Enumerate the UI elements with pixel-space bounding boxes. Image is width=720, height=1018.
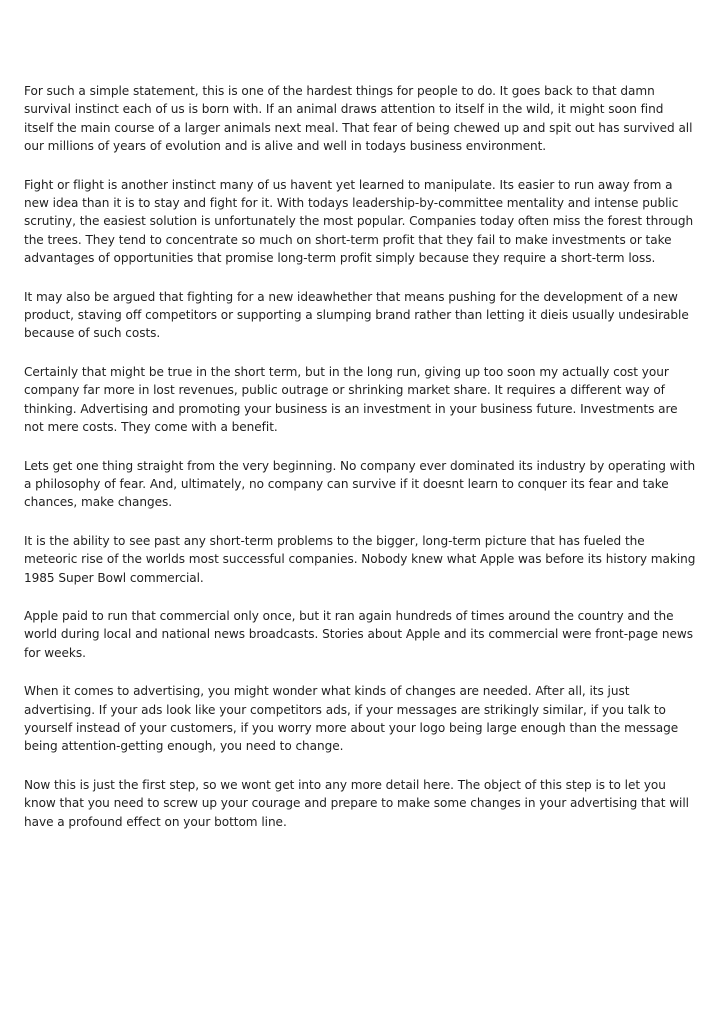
paragraph-2: Fight or flight is another instinct many of us havent yet learned to manipulate. Its easier to run away from a new idea than it is to stay and fight for it. With todays leadership-by-committee mentality and intense public scrutiny, the easiest solution is unfortunately the most popular. Companies today often miss the forest through the trees. They tend to concentrate so much on short-term profit that they fail to make investments or take advantages of opportunities that promise long-term profit simply because they require a short-term loss. (24, 177, 694, 266)
paragraph-5: Lets get one thing straight from the very beginning. No company ever dominated its industry by operating with a philosophy of fear. And, ultimately, no company can survive if it doesnt learn to conquer its fear and take chances, make changes. (24, 458, 696, 510)
missing-glyph-icon (24, 46, 696, 60)
paragraph-4: Certainly that might be true in the short term, but in the long run, giving up too soon my actually cost your company far more in lost revenues, public outrage or shrinking market share. It requires a different way of thinking. Advertising and promoting your business is an investment in your business future. Investments are not mere costs. They come with a benefit. (24, 364, 678, 435)
paragraph-9: Now this is just the first step, so we wont get into any more detail here. The object of this step is to let you know that you need to screw up your courage and prepare to make some changes in your advertising that will have a profound effect on your bottom line. (24, 777, 689, 829)
document-body (24, 46, 696, 851)
paragraph-6: It is the ability to see past any short-term problems to the bigger, long-term picture that has fueled the meteoric rise of the worlds most successful companies. Nobody knew what Apple was before its history making 1985 Super Bowl commercial. (24, 533, 696, 585)
paragraph-3-text-before: It may also be argued that fighting for a new ideawhether that means pushing for (24, 289, 520, 304)
paragraph-7: Apple paid to run that commercial only once, but it ran again hundreds of times around the country and the world during local and national news broadcasts. Stories about Apple and its commercial were front-page news for weeks. (24, 608, 693, 660)
paragraph-3-text-after: the development of a new product, staving off competitors or supporting a slumping brand rather than letting it dieis usually undesirable because of such costs. (24, 289, 689, 341)
paragraph-3 (24, 288, 696, 343)
paragraph-1: For such a simple statement, this is one of the hardest things for people to do. It goes back to that damn survival instinct each of us is born with. If an animal draws attention to itself in the wild, it might soon find itself the main course of a larger animals next meal. That fear of being chewed up and spit out has survived all our millions of years of evolution and is alive and well in todays business environment. (24, 84, 693, 154)
paragraph-8: When it comes to advertising, you might wonder what kinds of changes are needed. After all, its just advertising. If your ads look like your competitors ads, if your messages are strikingly similar, if you talk to yourself instead of your customers, if you worry more about your logo being large enough than the message being attention-getting enough, you need to change. (24, 684, 679, 754)
